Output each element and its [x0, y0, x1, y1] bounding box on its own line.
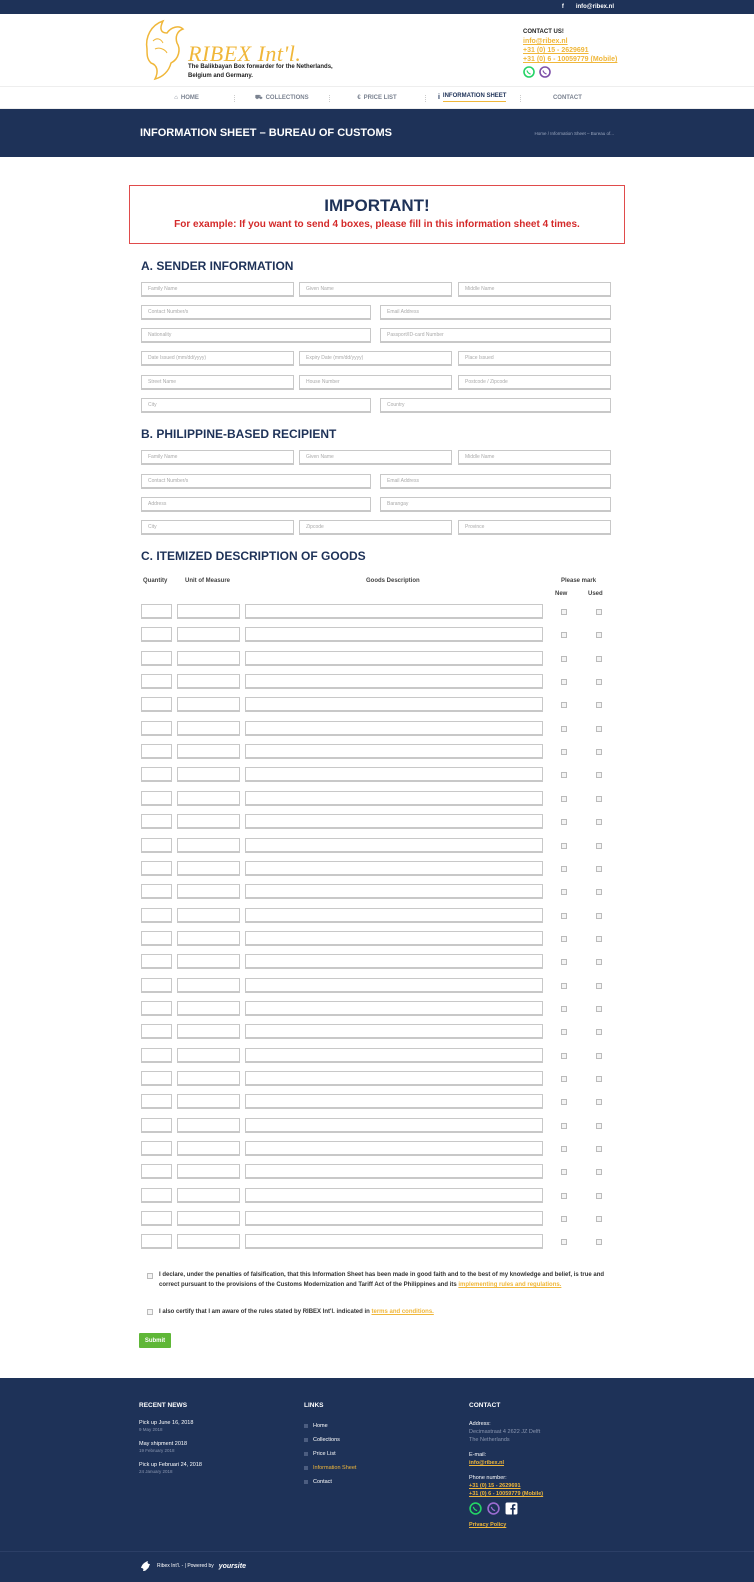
- unit-of-measure-input[interactable]: [177, 767, 240, 782]
- unit-of-measure-input[interactable]: [177, 721, 240, 736]
- unit-of-measure-input[interactable]: [177, 954, 240, 969]
- footer-phone-link[interactable]: +31 (0) 15 - 2629691: [469, 1483, 521, 1489]
- info-icon: i: [437, 94, 440, 101]
- nav-home[interactable]: ⌂ HOME: [174, 94, 199, 101]
- quantity-input[interactable]: [141, 697, 172, 712]
- unit-of-measure-input[interactable]: [177, 791, 240, 806]
- quantity-input[interactable]: [141, 1141, 172, 1156]
- facebook-icon[interactable]: f: [561, 4, 564, 10]
- footer-bottom: [140, 1560, 246, 1572]
- euro-icon: €: [357, 94, 361, 101]
- new-checkbox[interactable]: [561, 1029, 567, 1035]
- sender-nationality-input[interactable]: Nationality: [141, 328, 371, 343]
- used-checkbox[interactable]: [596, 609, 602, 615]
- sender-city-input[interactable]: City: [141, 398, 371, 413]
- used-checkbox[interactable]: [596, 843, 602, 849]
- new-checkbox[interactable]: [561, 1099, 567, 1105]
- quantity-input[interactable]: [141, 1234, 172, 1249]
- used-checkbox[interactable]: [596, 726, 602, 732]
- col-used: Used: [588, 591, 603, 597]
- goods-description-input[interactable]: [245, 1234, 543, 1249]
- nav-contact[interactable]: CONTACT: [520, 87, 615, 108]
- goods-description-input[interactable]: [245, 1094, 543, 1109]
- address-label: Address:: [469, 1421, 491, 1427]
- sender-street-input[interactable]: Street Name: [141, 375, 294, 390]
- submit-button[interactable]: Submit: [139, 1333, 171, 1348]
- new-checkbox[interactable]: [561, 1006, 567, 1012]
- goods-description-input[interactable]: [245, 1071, 543, 1086]
- quantity-input[interactable]: [141, 674, 172, 689]
- new-checkbox[interactable]: [561, 889, 567, 895]
- notice-title: IMPORTANT!: [324, 196, 430, 215]
- page-title-bar: [0, 109, 754, 157]
- quantity-input[interactable]: [141, 814, 172, 829]
- used-checkbox[interactable]: [596, 1169, 602, 1175]
- used-checkbox[interactable]: [596, 1193, 602, 1199]
- goods-description-input[interactable]: [245, 744, 543, 759]
- goods-description-input[interactable]: [245, 908, 543, 923]
- recipient-city-input[interactable]: City: [141, 520, 294, 535]
- footer-link-contact[interactable]: Contact: [304, 1475, 356, 1489]
- new-checkbox[interactable]: [561, 959, 567, 965]
- unit-of-measure-input[interactable]: [177, 931, 240, 946]
- quantity-input[interactable]: [141, 884, 172, 899]
- unit-of-measure-input[interactable]: [177, 1234, 240, 1249]
- certify-body: I also certify that I am aware of the rules stated by RIBEX Int'l. indicated in: [159, 1309, 372, 1315]
- footer-links: [304, 1402, 356, 1489]
- terms-and-conditions-link[interactable]: terms and conditions.: [371, 1309, 434, 1315]
- footer-link-information-sheet[interactable]: Information Sheet: [304, 1461, 356, 1475]
- goods-description-input[interactable]: [245, 697, 543, 712]
- quantity-input[interactable]: [141, 1164, 172, 1179]
- new-checkbox[interactable]: [561, 1239, 567, 1245]
- unit-of-measure-input[interactable]: [177, 1071, 240, 1086]
- new-checkbox[interactable]: [561, 679, 567, 685]
- contact-footer-heading: CONTACT: [469, 1402, 501, 1409]
- viber-icon[interactable]: [487, 1502, 500, 1515]
- header-contact: [523, 28, 617, 78]
- used-checkbox[interactable]: [596, 913, 602, 919]
- used-checkbox[interactable]: [596, 1053, 602, 1059]
- address-line1: Decimastraat 4 2622 JZ Delft: [469, 1429, 541, 1435]
- unit-of-measure-input[interactable]: [177, 884, 240, 899]
- quantity-input[interactable]: [141, 1094, 172, 1109]
- new-checkbox[interactable]: [561, 983, 567, 989]
- copyright-text: Ribex Int'l. - | Powered by: [157, 1563, 214, 1569]
- quantity-input[interactable]: [141, 861, 172, 876]
- new-checkbox[interactable]: [561, 1169, 567, 1175]
- goods-description-input[interactable]: [245, 1118, 543, 1133]
- footer-contact: [469, 1402, 543, 1529]
- new-checkbox[interactable]: [561, 1193, 567, 1199]
- quantity-input[interactable]: [141, 721, 172, 736]
- unit-of-measure-input[interactable]: [177, 744, 240, 759]
- recipient-middle-name-input[interactable]: Middle Name: [458, 450, 611, 465]
- site-header: [0, 14, 754, 86]
- certify-text: [159, 1307, 607, 1317]
- header-email-link[interactable]: info@ribex.nl: [523, 38, 568, 45]
- used-checkbox[interactable]: [596, 983, 602, 989]
- quantity-input[interactable]: [141, 767, 172, 782]
- new-checkbox[interactable]: [561, 1146, 567, 1152]
- unit-of-measure-input[interactable]: [177, 814, 240, 829]
- recipient-heading: B. PHILIPPINE-BASED RECIPIENT: [141, 427, 337, 441]
- sender-middle-name-input[interactable]: Middle Name: [458, 282, 611, 297]
- pegasus-footer-icon: [140, 1560, 152, 1572]
- unit-of-measure-input[interactable]: [177, 1001, 240, 1016]
- new-checkbox[interactable]: [561, 936, 567, 942]
- footer-link-price-list[interactable]: Price List: [304, 1447, 356, 1461]
- quantity-input[interactable]: [141, 838, 172, 853]
- recipient-family-name-input[interactable]: Family Name: [141, 450, 294, 465]
- news-item[interactable]: Pick up Februari 24, 2018 24 January 2018: [139, 1462, 202, 1474]
- goods-description-input[interactable]: [245, 1141, 543, 1156]
- unit-of-measure-input[interactable]: [177, 978, 240, 993]
- goods-description-input[interactable]: [245, 931, 543, 946]
- recipient-email-input[interactable]: Email Address: [380, 474, 611, 489]
- recipient-barangay-input[interactable]: Barangay: [380, 497, 611, 512]
- privacy-policy-link[interactable]: Privacy Policy: [469, 1522, 507, 1528]
- new-checkbox[interactable]: [561, 1076, 567, 1082]
- unit-of-measure-input[interactable]: [177, 1094, 240, 1109]
- used-checkbox[interactable]: [596, 959, 602, 965]
- footer-link-collections[interactable]: Collections: [304, 1433, 356, 1447]
- facebook-icon[interactable]: [505, 1502, 518, 1515]
- new-checkbox[interactable]: [561, 796, 567, 802]
- unit-of-measure-input[interactable]: [177, 627, 240, 642]
- unit-of-measure-input[interactable]: [177, 674, 240, 689]
- header-phone-link[interactable]: +31 (0) 15 - 2629691: [523, 47, 589, 54]
- quantity-input[interactable]: [141, 627, 172, 642]
- quantity-input[interactable]: [141, 744, 172, 759]
- sender-contact-number-input[interactable]: Contact Number/s: [141, 305, 371, 320]
- used-checkbox[interactable]: [596, 796, 602, 802]
- goods-description-input[interactable]: [245, 838, 543, 853]
- used-checkbox[interactable]: [596, 1216, 602, 1222]
- contact-heading: CONTACT US!: [523, 29, 564, 35]
- sender-family-name-input[interactable]: Family Name: [141, 282, 294, 297]
- main-nav: [0, 86, 754, 109]
- pegasus-logo-icon[interactable]: [141, 19, 187, 81]
- header-mobile-link[interactable]: +31 (0) 6 - 10059779 (Mobile): [523, 56, 618, 63]
- unit-of-measure-input[interactable]: [177, 651, 240, 666]
- top-email-link[interactable]: info@ribex.nl: [575, 4, 614, 10]
- recipient-address-input[interactable]: Address: [141, 497, 371, 512]
- recipient-contact-number-input[interactable]: Contact Number/s: [141, 474, 371, 489]
- new-checkbox[interactable]: [561, 726, 567, 732]
- goods-description-input[interactable]: [245, 814, 543, 829]
- new-checkbox[interactable]: [561, 913, 567, 919]
- quantity-input[interactable]: [141, 1048, 172, 1063]
- footer-mobile-link[interactable]: +31 (0) 6 - 10059779 (Mobile): [469, 1491, 544, 1497]
- logo-tagline: The Balikbayan Box forwarder for the Netherlands, Belgium and Germany.: [188, 64, 333, 79]
- goods-description-input[interactable]: [245, 954, 543, 969]
- unit-of-measure-input[interactable]: [177, 697, 240, 712]
- goods-description-input[interactable]: [245, 884, 543, 899]
- goods-description-input[interactable]: [245, 791, 543, 806]
- goods-description-input[interactable]: [245, 674, 543, 689]
- unit-of-measure-input[interactable]: [177, 1118, 240, 1133]
- goods-description-input[interactable]: [245, 1211, 543, 1226]
- goods-description-input[interactable]: [245, 767, 543, 782]
- recipient-given-name-input[interactable]: Given Name: [299, 450, 452, 465]
- home-icon: ⌂: [174, 94, 178, 101]
- recipient-province-input[interactable]: Province: [458, 520, 611, 535]
- quantity-input[interactable]: [141, 791, 172, 806]
- unit-of-measure-input[interactable]: [177, 861, 240, 876]
- unit-of-measure-input[interactable]: [177, 1164, 240, 1179]
- page-title: INFORMATION SHEET – BUREAU OF CUSTOMS: [140, 127, 392, 139]
- sender-expiry-date-input[interactable]: Expiry Date (mm/dd/yyyy): [299, 351, 452, 366]
- powered-by-brand[interactable]: yoursite: [218, 1562, 246, 1570]
- sender-given-name-input[interactable]: Given Name: [299, 282, 452, 297]
- email-label: E-mail:: [469, 1452, 487, 1458]
- used-checkbox[interactable]: [596, 1239, 602, 1245]
- nav-price-list[interactable]: € PRICE LIST: [329, 87, 424, 108]
- used-checkbox[interactable]: [596, 1076, 602, 1082]
- quantity-input[interactable]: [141, 1001, 172, 1016]
- footer-link-home[interactable]: Home: [304, 1419, 356, 1433]
- breadcrumb[interactable]: Home / Information Sheet – Bureau of...: [534, 131, 614, 136]
- sender-place-issued-input[interactable]: Place Issued: [458, 351, 611, 366]
- quantity-input[interactable]: [141, 978, 172, 993]
- used-checkbox[interactable]: [596, 819, 602, 825]
- sender-date-issued-input[interactable]: Date Issued (mm/dd/yyyy): [141, 351, 294, 366]
- important-notice: [129, 185, 625, 244]
- unit-of-measure-input[interactable]: [177, 1048, 240, 1063]
- unit-of-measure-input[interactable]: [177, 1188, 240, 1203]
- col-new: New: [555, 591, 568, 597]
- recipient-zipcode-input[interactable]: Zipcode: [299, 520, 452, 535]
- new-checkbox[interactable]: [561, 749, 567, 755]
- logo-text[interactable]: RIBEX Int'l.: [188, 41, 302, 66]
- quantity-input[interactable]: [141, 1188, 172, 1203]
- used-checkbox[interactable]: [596, 1006, 602, 1012]
- address-line2: The Netherlands: [469, 1437, 510, 1443]
- quantity-input[interactable]: [141, 908, 172, 923]
- declaration-body: I declare, under the penalties of falsification, that this Information Sheet has been made in good faith and to the best of my knowledge and belief, is true and correct pursuant to the provisions of the Customs Modernization and Tariff Act of the Philippines and its: [159, 1272, 605, 1288]
- footer-email-link[interactable]: info@ribex.nl: [469, 1460, 505, 1466]
- certify-checkbox[interactable]: [147, 1309, 153, 1315]
- news-heading: RECENT NEWS: [139, 1402, 188, 1409]
- quantity-input[interactable]: [141, 931, 172, 946]
- goods-description-input[interactable]: [245, 627, 543, 642]
- sender-heading: A. SENDER INFORMATION: [141, 259, 294, 273]
- used-checkbox[interactable]: [596, 749, 602, 755]
- quantity-input[interactable]: [141, 604, 172, 619]
- used-checkbox[interactable]: [596, 1146, 602, 1152]
- nav-collections[interactable]: ⛟ COLLECTIONS: [234, 87, 329, 108]
- quantity-input[interactable]: [141, 1118, 172, 1133]
- goods-heading: C. ITEMIZED DESCRIPTION OF GOODS: [141, 549, 366, 563]
- news-item[interactable]: May shipment 2018 19 February 2018: [139, 1441, 187, 1453]
- unit-of-measure-input[interactable]: [177, 838, 240, 853]
- used-checkbox[interactable]: [596, 679, 602, 685]
- goods-description-input[interactable]: [245, 978, 543, 993]
- sender-email-input[interactable]: Email Address: [380, 305, 611, 320]
- new-checkbox[interactable]: [561, 819, 567, 825]
- quantity-input[interactable]: [141, 954, 172, 969]
- col-goods-description: Goods Description: [366, 578, 420, 584]
- viber-icon[interactable]: [539, 66, 551, 78]
- whatsapp-icon[interactable]: [523, 66, 535, 78]
- news-item[interactable]: Pick up June 16, 2018 9 May 2018: [139, 1420, 194, 1432]
- nav-information-sheet[interactable]: i INFORMATION SHEET: [425, 87, 520, 108]
- new-checkbox[interactable]: [561, 843, 567, 849]
- used-checkbox[interactable]: [596, 772, 602, 778]
- quantity-input[interactable]: [141, 1024, 172, 1039]
- goods-description-input[interactable]: [245, 721, 543, 736]
- goods-description-input[interactable]: [245, 1024, 543, 1039]
- goods-description-input[interactable]: [245, 604, 543, 619]
- new-checkbox[interactable]: [561, 702, 567, 708]
- new-checkbox[interactable]: [561, 772, 567, 778]
- goods-description-input[interactable]: [245, 861, 543, 876]
- goods-description-input[interactable]: [245, 1001, 543, 1016]
- new-checkbox[interactable]: [561, 609, 567, 615]
- col-unit-of-measure: Unit of Measure: [185, 578, 231, 584]
- footer-divider: [0, 1551, 754, 1552]
- quantity-input[interactable]: [141, 1211, 172, 1226]
- site-footer: [0, 1378, 754, 1582]
- used-checkbox[interactable]: [596, 866, 602, 872]
- used-checkbox[interactable]: [596, 632, 602, 638]
- phone-label: Phone number:: [469, 1475, 507, 1481]
- whatsapp-icon[interactable]: [469, 1502, 482, 1515]
- declaration-checkbox[interactable]: [147, 1273, 153, 1279]
- goods-description-input[interactable]: [245, 651, 543, 666]
- sender-passport-input[interactable]: Passport/ID-card Number: [380, 328, 611, 343]
- notice-text: For example: If you want to send 4 boxes, please fill in this information sheet 4 times.: [174, 219, 580, 230]
- new-checkbox[interactable]: [561, 1123, 567, 1129]
- footer-recent-news: [139, 1402, 202, 1482]
- goods-description-input[interactable]: [245, 1164, 543, 1179]
- used-checkbox[interactable]: [596, 1029, 602, 1035]
- links-heading: LINKS: [304, 1402, 324, 1409]
- truck-icon: ⛟: [255, 94, 263, 101]
- goods-description-input[interactable]: [245, 1188, 543, 1203]
- unit-of-measure-input[interactable]: [177, 604, 240, 619]
- unit-of-measure-input[interactable]: [177, 1211, 240, 1226]
- sender-postcode-input[interactable]: Postcode / Zipcode: [458, 375, 611, 390]
- new-checkbox[interactable]: [561, 1053, 567, 1059]
- sender-house-number-input[interactable]: House Number: [299, 375, 452, 390]
- declaration-text: [159, 1270, 607, 1290]
- top-bar: [0, 0, 754, 14]
- new-checkbox[interactable]: [561, 656, 567, 662]
- sender-country-input[interactable]: Country: [380, 398, 611, 413]
- unit-of-measure-input[interactable]: [177, 1024, 240, 1039]
- quantity-input[interactable]: [141, 651, 172, 666]
- new-checkbox[interactable]: [561, 632, 567, 638]
- new-checkbox[interactable]: [561, 866, 567, 872]
- used-checkbox[interactable]: [596, 656, 602, 662]
- col-please-mark: Please mark: [561, 578, 597, 584]
- used-checkbox[interactable]: [596, 889, 602, 895]
- unit-of-measure-input[interactable]: [177, 1141, 240, 1156]
- used-checkbox[interactable]: [596, 1099, 602, 1105]
- new-checkbox[interactable]: [561, 1216, 567, 1222]
- col-quantity: Quantity: [143, 578, 168, 584]
- used-checkbox[interactable]: [596, 1123, 602, 1129]
- unit-of-measure-input[interactable]: [177, 908, 240, 923]
- quantity-input[interactable]: [141, 1071, 172, 1086]
- used-checkbox[interactable]: [596, 936, 602, 942]
- goods-description-input[interactable]: [245, 1048, 543, 1063]
- used-checkbox[interactable]: [596, 702, 602, 708]
- implementing-rules-link[interactable]: implementing rules and regulations.: [458, 1282, 562, 1288]
